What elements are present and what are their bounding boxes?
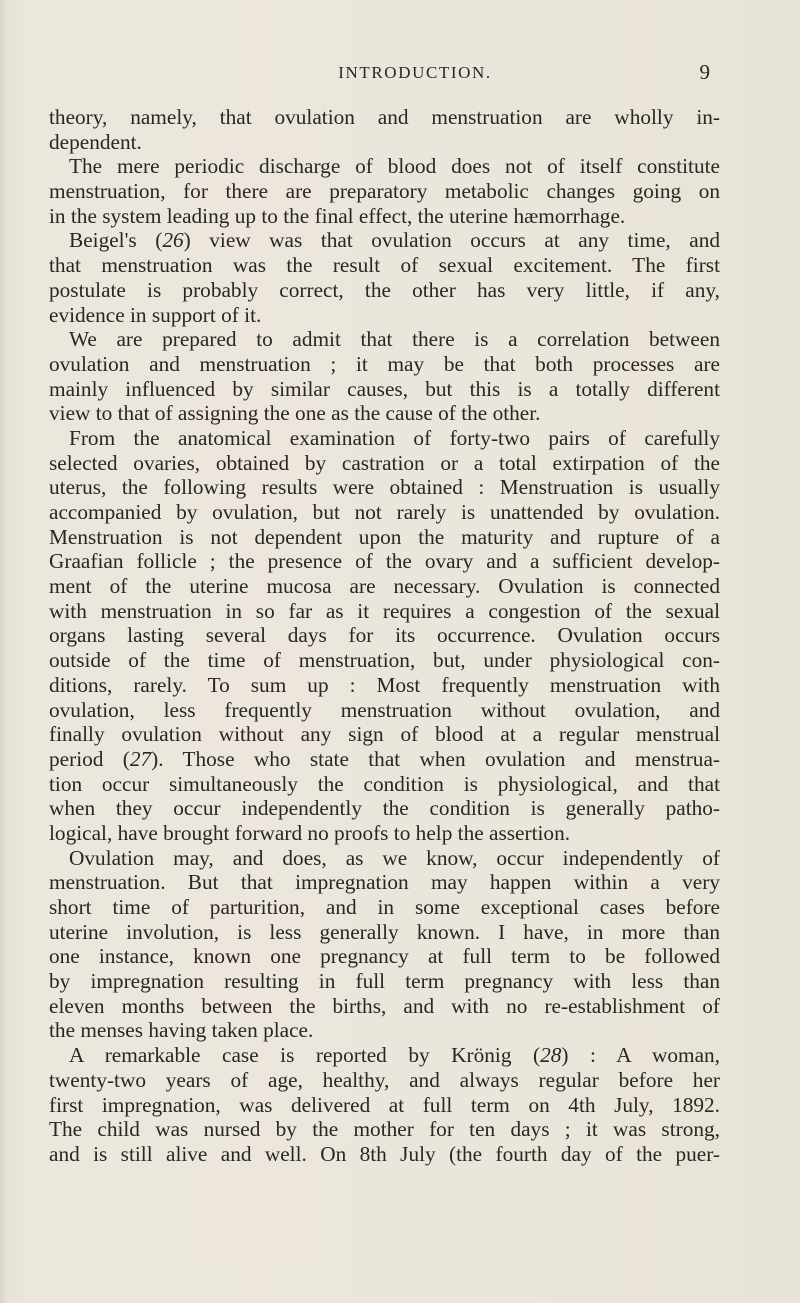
text-fragment: ) view was that ovulation occurs at any time, and [183,228,720,253]
text-fragment: period ( [49,746,130,771]
text-line: evidence in support of it. [49,302,262,327]
text-line: outside of the time of menstruation, but, under physiological con- [49,648,720,673]
body-text [49,105,720,1167]
text-line [49,228,720,253]
text-line: logical, have brought forward no proofs to help the assertion. [49,820,571,845]
citation-reference: 27 [129,746,152,771]
text-line: The child was nursed by the mother for ten days ; it was strong, [49,1117,720,1142]
citation-reference: 28 [540,1043,562,1068]
text-line: uterine involution, is less generally known. I have, in more than [49,919,720,944]
text-line [49,747,720,772]
text-line: with menstruation in so far as it requires a congestion of the sexual [49,598,720,623]
text-line: uterus, the following results were obtained : Menstruation is usually [49,475,720,500]
text-line: organs lasting several days for its occurrence. Ovulation occurs [49,623,720,648]
text-line: eleven months between the births, and with no re-establishment of [49,993,720,1018]
text-line: mainly influenced by similar causes, but this is a totally different [49,376,720,401]
text-line: twenty-two years of age, healthy, and always regular before her [49,1067,720,1092]
text-line [49,1043,720,1068]
text-line: first impregnation, was delivered at full term on 4th July, 1892. [49,1092,720,1117]
text-line: From the anatomical examination of forty-two pairs of carefully [69,425,720,450]
text-line: short time of parturition, and in some exceptional cases before [49,895,720,919]
text-line: view to that of assigning the one as the cause of the other. [49,401,541,426]
text-line: that menstruation was the result of sexual excitement. The first [49,253,720,278]
text-line: ditions, rarely. To sum up : Most frequently menstruation with [49,672,720,697]
text-line: finally ovulation without any sign of blood at a regular menstrual [49,722,720,747]
text-line: Graafian follicle ; the presence of the ovary and a sufficient develop- [49,549,720,574]
text-line: ovulation and menstruation ; it may be that both processes are [49,351,720,376]
text-line: menstruation, for there are preparatory metabolic changes going on [49,179,720,204]
running-head [120,60,710,90]
text-fragment: Beigel's ( [69,228,163,253]
text-line: in the system leading up to the final effect, the uterine hæmorrhage. [49,203,626,228]
text-line: Menstruation is not dependent upon the maturity and rupture of a [49,524,720,549]
text-line: selected ovaries, obtained by castration or a total extirpation of the [49,450,720,475]
text-line: when they occur independently the condition is generally patho- [49,796,720,821]
text-line: We are prepared to admit that there is a correlation between [69,327,720,352]
page-gutter-edge [0,0,6,1303]
text-line: the menses having taken place. [49,1018,314,1043]
text-line: ovulation, less frequently menstruation without ovulation, and [49,697,720,722]
text-line: accompanied by ovulation, but not rarely is unattended by ovulation. [49,500,720,524]
chapter-title: INTRODUCTION. [338,63,492,82]
text-line: Ovulation may, and does, as we know, occur independently of [69,845,720,870]
text-line: one instance, known one pregnancy at full term to be followed [49,944,720,969]
text-line: by impregnation resulting in full term pregnancy with less than [49,969,720,994]
text-line: The mere periodic discharge of blood does not of itself constitute [69,154,720,179]
text-fragment: ) : A woman, [561,1043,721,1068]
citation-reference: 26 [162,228,184,253]
text-line: tion occur simultaneously the condition is physiological, and that [49,771,720,796]
page-number: 9 [699,60,710,84]
text-line: dependent. [49,129,142,154]
text-line: menstruation. But that impregnation may happen within a very [49,870,720,895]
text-line: and is still alive and well. On 8th July (the fourth day of the puer- [49,1141,720,1166]
text-line: postulate is probably correct, the other has very little, if any, [49,277,720,302]
text-line: ment of the uterine mucosa are necessary. Ovulation is connected [49,574,720,599]
text-line: theory, namely, that ovulation and menstruation are wholly in- [49,105,720,129]
text-fragment: ). Those who state that when ovulation and menstrua- [151,746,721,771]
text-fragment: A remarkable case is reported by Krönig ( [69,1043,541,1068]
